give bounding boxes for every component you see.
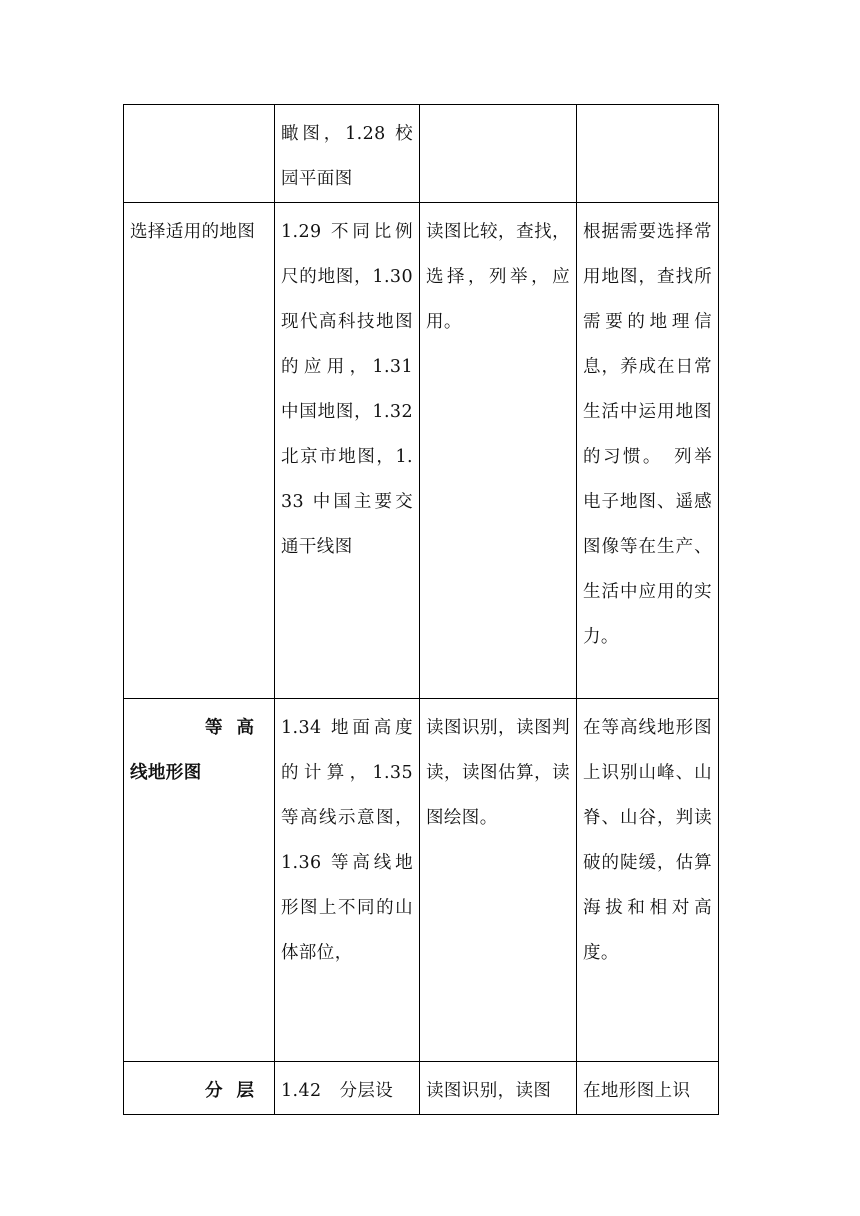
table-cell-topic	[124, 105, 275, 203]
table-cell-content: 1.29 不同比例尺的地图，1.30 现代高科技地图的应用，1.31 中国地图，1.32 北京市地图，1.33 中国主要交通干线图	[275, 203, 420, 699]
topic-line-1: 等高	[205, 718, 268, 738]
table-cell-activity: 读图识别，读图	[420, 1062, 577, 1115]
table-cell-content: 1.34 地面高度的计算，1.35 等高线示意图，1.36 等高线地形图上不同的山体部位，	[275, 699, 420, 1062]
table-row	[124, 203, 719, 699]
table-row	[124, 699, 719, 1062]
table-cell-activity: 读图比较，查找，选择，列举，应用。	[420, 203, 577, 699]
table-cell-content: 1.42 分层设	[275, 1062, 420, 1115]
topic-line-2: 线地形图	[130, 763, 202, 783]
table-row	[124, 105, 719, 203]
table-cell-goal: 根据需要选择常用地图，查找所需要的地理信息，养成在日常生活中运用地图的习惯。 列举电子地图、遥感图像等在生产、生活中应用的实力。	[577, 203, 719, 699]
table-row	[124, 1062, 719, 1115]
table-cell-goal: 在等高线地形图上识别山峰、山脊、山谷，判读破的陡缓，估算海拔和相对高度。	[577, 699, 719, 1062]
topic-line-1: 分层	[205, 1081, 268, 1101]
table-cell-topic	[124, 699, 275, 1062]
table-cell-goal: 在地形图上识	[577, 1062, 719, 1115]
table-cell-topic	[124, 1062, 275, 1115]
table-cell-activity: 读图识别，读图判读，读图估算，读图绘图。	[420, 699, 577, 1062]
table-cell-topic: 选择适用的地图	[124, 203, 275, 699]
table-cell-activity	[420, 105, 577, 203]
curriculum-table	[123, 104, 719, 1115]
table-cell-goal	[577, 105, 719, 203]
table-cell-content: 瞰图，1.28 校园平面图	[275, 105, 420, 203]
